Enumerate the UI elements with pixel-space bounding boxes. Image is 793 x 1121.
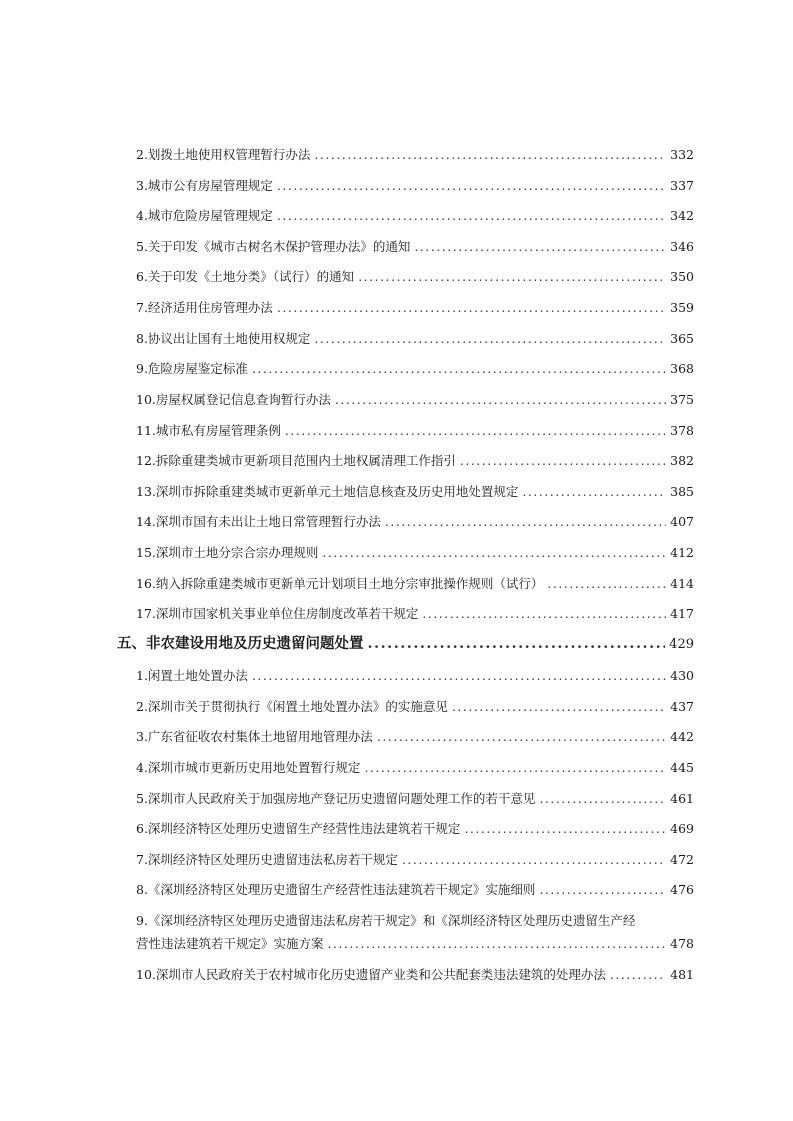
toc-entry-page: 350 [670,269,694,284]
toc-entry[interactable] [136,728,694,746]
dot-leader [539,881,666,899]
toc-entry-page: 332 [670,147,694,162]
toc-entry[interactable] [136,935,694,953]
toc-entry[interactable] [136,452,694,470]
dot-leader [358,268,666,286]
toc-entry-wrapped-line1[interactable]: 9.《深圳经济特区处理历史遗留违法私房若干规定》和《深圳经济特区处理历史遗留生产经 [136,913,636,928]
dot-leader [277,207,666,225]
dot-leader [328,935,667,953]
toc-entry[interactable] [136,605,694,623]
toc-entry-page: 414 [670,576,694,591]
toc-entry-title: 2.深圳市关于贯彻执行《闲置土地处置办法》的实施意见 [136,699,448,714]
toc-entry-title: 12.拆除重建类城市更新项目范围内土地权属清理工作指引 [136,453,456,468]
toc-entry[interactable] [136,299,694,317]
toc-entry[interactable] [136,513,694,531]
toc-entry-page: 346 [670,239,694,254]
toc-entry-page: 481 [670,967,694,982]
toc-entry[interactable] [136,966,694,984]
dot-leader [314,330,666,348]
toc-entry[interactable] [136,698,694,716]
dot-leader [539,790,666,808]
toc-entry-page: 476 [670,882,694,897]
toc-entry-page: 461 [670,791,694,806]
toc-entry-title: 8.协议出让国有土地使用权规定 [136,331,311,346]
dot-leader [547,575,666,593]
dot-leader [422,605,666,623]
dot-leader [414,238,666,256]
dot-leader [277,177,666,195]
toc-entry-title: 6.关于印发《土地分类》（试行）的通知 [136,269,355,284]
toc-entry-page: 437 [670,699,694,714]
dot-leader [277,299,666,317]
toc-entry-title: 13.深圳市拆除重建类城市更新单元土地信息核查及历史用地处置规定 [136,484,519,499]
toc-entry-title: 5.深圳市人民政府关于加强房地产登记历史遗留问题处理工作的若干意见 [136,791,536,806]
toc-entry-page: 342 [670,208,694,223]
toc-entry-page: 472 [670,852,694,867]
dot-leader [385,513,666,531]
toc-entry[interactable] [136,575,694,593]
toc-entry[interactable] [136,391,694,409]
toc-entry-title: 11.城市私有房屋管理条例 [136,423,281,438]
dot-leader [452,698,666,716]
dot-leader [335,391,666,409]
toc-entry-page: 417 [670,606,694,621]
toc-entry-page: 382 [670,453,694,468]
toc-entry-title: 10.房屋权属登记信息查询暂行办法 [136,392,331,407]
dot-leader [522,483,666,501]
toc-entry-page: 442 [670,729,694,744]
toc-entry-title: 7.经济适用住房管理办法 [136,300,273,315]
dot-leader [368,635,666,653]
toc-entry[interactable] [136,422,694,440]
toc-section-title: 五、非农建设用地及历史遗留问题处置 [117,635,364,652]
toc-entry-title: 8.《深圳经济特区处理历史遗留生产经营性违法建筑若干规定》实施细则 [136,882,536,897]
toc-entry-page: 478 [670,936,694,951]
toc-entry-title: 2.划拨土地使用权管理暂行办法 [136,147,311,162]
dot-leader [285,422,666,440]
toc-entry[interactable] [136,177,694,195]
dot-leader [364,759,666,777]
toc-entry[interactable] [136,360,694,378]
toc-entry-page: 365 [670,331,694,346]
toc-entry[interactable] [136,790,694,808]
toc-entry[interactable] [136,146,694,164]
dot-leader [377,728,666,746]
dot-leader [252,667,666,685]
toc-entry[interactable] [136,268,694,286]
toc-entry[interactable] [136,330,694,348]
toc-entry-page: 430 [670,668,694,683]
toc-entry-page: 368 [670,361,694,376]
dot-leader [460,452,666,470]
toc-entry-page: 385 [670,484,694,499]
toc-entry-title: 3.城市公有房屋管理规定 [136,178,273,193]
toc-entry[interactable] [136,820,694,838]
toc-entry[interactable] [136,667,694,685]
toc-entry[interactable] [136,759,694,777]
toc-entry-title: 营性违法建筑若干规定》实施方案 [136,936,324,951]
dot-leader [402,851,666,869]
toc-entry-title: 7.深圳经济特区处理历史遗留违法私房若干规定 [136,852,398,867]
dot-leader [464,820,666,838]
toc-entry[interactable] [136,238,694,256]
toc-entry-title: 6.深圳经济特区处理历史遗留生产经营性违法建筑若干规定 [136,821,461,836]
toc-entry-title: 14.深圳市国有未出让土地日常管理暂行办法 [136,514,381,529]
toc-entry-title: 4.城市危险房屋管理规定 [136,208,273,223]
toc-entry-page: 469 [670,821,694,836]
dot-leader [610,966,666,984]
toc-entry-title: 15.深圳市土地分宗合宗办理规则 [136,545,319,560]
toc-entry-title: 10.深圳市人民政府关于农村城市化历史遗留产业类和公共配套类违法建筑的处理办法 [136,967,606,982]
toc-entry[interactable] [136,207,694,225]
toc-entry-page: 445 [670,760,694,775]
toc-entry-page: 359 [670,300,694,315]
toc-entry[interactable] [136,483,694,501]
dot-leader [314,146,666,164]
toc-entry[interactable] [136,881,694,899]
toc-entry-title: 1.闲置土地处置办法 [136,668,248,683]
toc-entry-page: 378 [670,423,694,438]
toc-entry-title: 9.危险房屋鉴定标准 [136,361,248,376]
toc-entry-page: 407 [670,514,694,529]
toc-entry-title: 5.关于印发《城市古树名木保护管理办法》的通知 [136,239,411,254]
toc-entry[interactable] [136,851,694,869]
toc-entry-title: 4.深圳市城市更新历史用地处置暂行规定 [136,760,361,775]
toc-entry-title: 17.深圳市国家机关事业单位住房制度改革若干规定 [136,606,419,621]
dot-leader [252,360,666,378]
toc-section-page: 429 [669,637,694,652]
toc-entry-page: 375 [670,392,694,407]
toc-entry-page: 337 [670,178,694,193]
dot-leader [322,544,666,562]
toc-section-heading[interactable] [117,635,694,654]
toc-entry-title: 16.纳入拆除重建类城市更新单元计划项目土地分宗审批操作规则（试行） [136,576,544,591]
toc-entry-title: 3.广东省征收农村集体土地留用地管理办法 [136,729,373,744]
toc-entry-page: 412 [670,545,694,560]
toc-entry[interactable] [136,544,694,562]
